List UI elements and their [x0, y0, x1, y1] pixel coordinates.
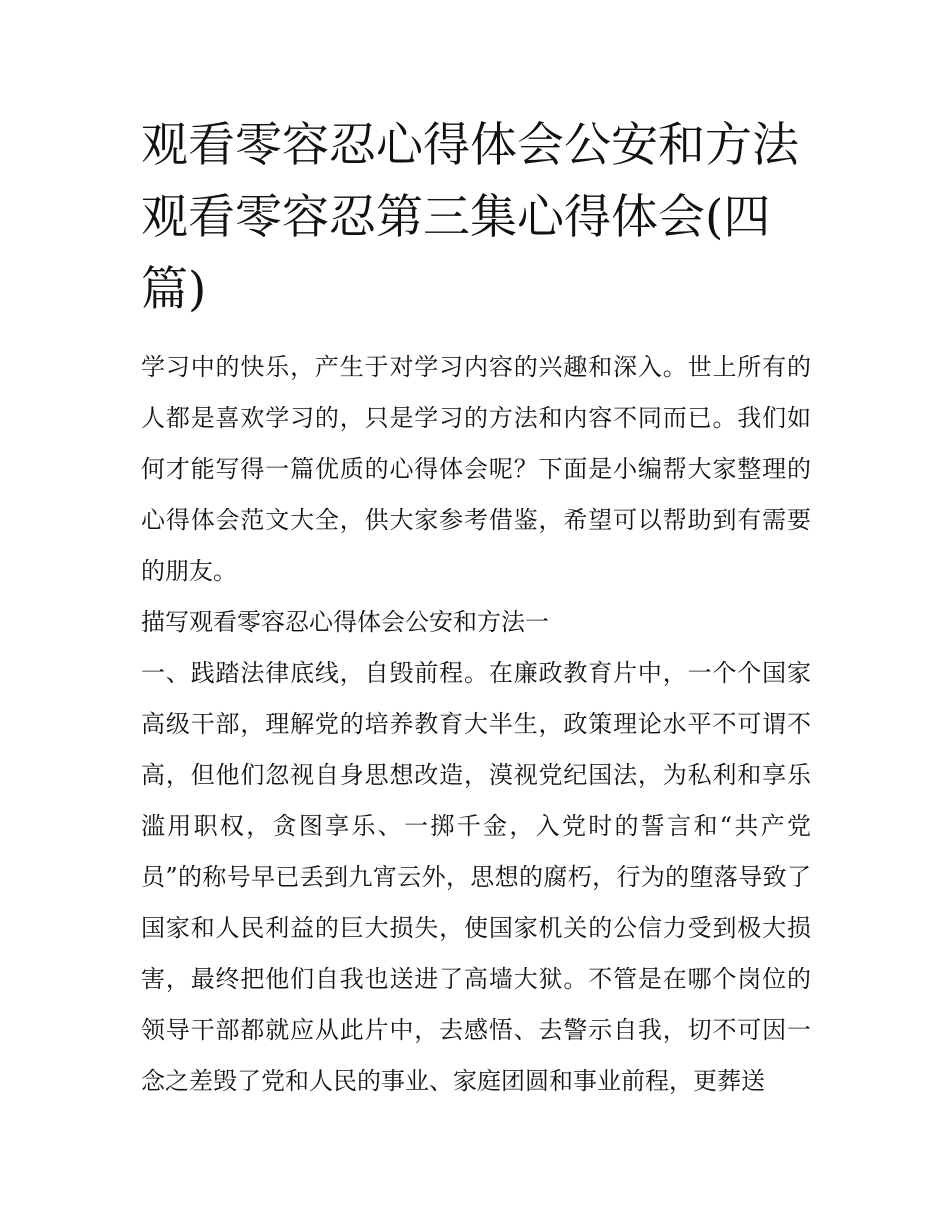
section-heading: 描写观看零容忍心得体会公安和方法一: [141, 608, 549, 636]
body-paragraph: 一、践踏法律底线，自毁前程。在廉政教育片中，一个个国家高级干部，理解党的培养教育大半生，政策理论水平不可谓不高，但他们忽视自身思想改造，漠视党纪国法，为私利和享乐滥用职权，贪图享乐、一掷千金，入党时的誓言和“共产党员”的称号早已丢到九宵云外，思想的腐朽，行为的堕落导致了国家和人民利益的巨大损失，使国家机关的公信力受到极大损害，最终把他们自我也送进了高墙大狱。不管是在哪个岗位的领导干部都就应从此片中，去感悟、去警示自我，切不可因一念之差毁了党和人民的事业、家庭团圆和事业前程，更葬送: [141, 659, 811, 1095]
document-title: 观看零容忍心得体会公安和方法 观看零容忍第三集心得体会(四篇): [141, 118, 799, 317]
intro-paragraph: 学习中的快乐，产生于对学习内容的兴趣和深入。世上所有的人都是喜欢学习的，只是学习的方法和内容不同而已。我们如何才能写得一篇优质的心得体会呢？下面是小编帮大家整理的心得体会范文大全，供大家参考借鉴，希望可以帮助到有需要的朋友。: [141, 353, 811, 585]
document-content: [141, 110, 811, 1107]
